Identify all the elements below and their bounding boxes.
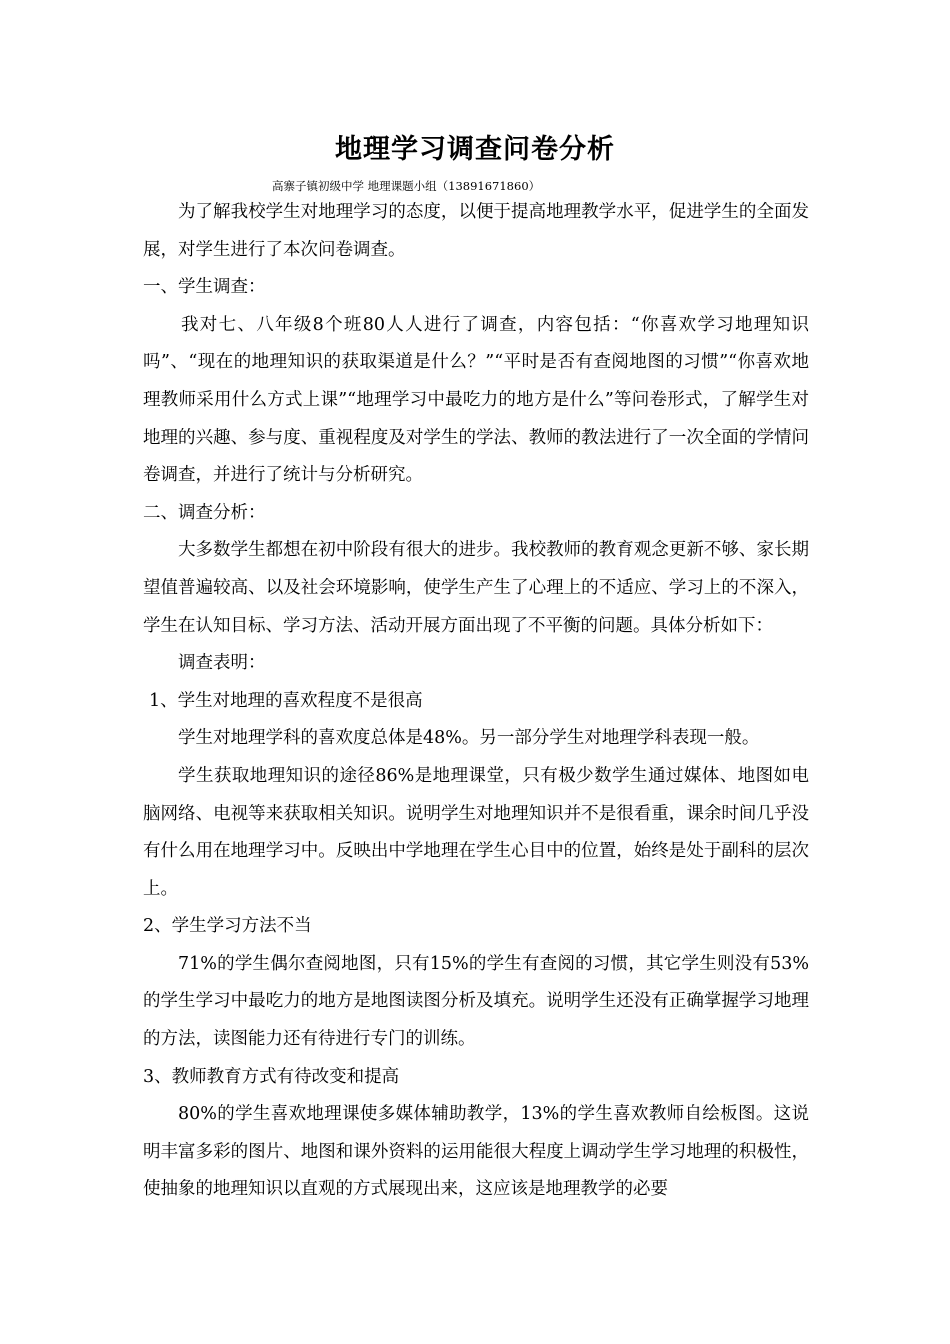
analysis-paragraph: 大多数学生都想在初中阶段有很大的进步。我校教师的教育观念更新不够、家长期望值普遍较高、以及社会环境影响，使学生产生了心理上的不适应、学习上的不深入，学生在认知目标、学习方法、活动开展方面出现了不平衡的问题。具体分析如下：: [143, 540, 809, 636]
survey-description-paragraph: 我对七、八年级8个班80人人进行了调查，内容包括：“你喜欢学习地理知识吗”、“现在的地理知识的获取渠道是什么？”“平时是否有查阅地图的习惯”“你喜欢地理教师采用什么方式上课”“地理学习中最吃力的地方是什么”等问卷形式，了解学生对地理的兴趣、参与度、重视程度及对学生的学法、教师的教法进行了一次全面的学情问卷调查，并进行了统计与分析研究。: [143, 314, 809, 486]
point-1-paragraph-a: 学生对地理学科的喜欢度总体是48%。另一部分学生对地理学科表现一般。: [178, 728, 760, 749]
point-3-heading: 3、教师教育方式有待改变和提高: [143, 1066, 400, 1087]
document-subtitle: 高寨子镇初级中学 地理课题小组（13891671860）: [272, 179, 541, 193]
intro-paragraph: 为了解我校学生对地理学习的态度，以便于提高地理教学水平，促进学生的全面发展，对学生进行了本次问卷调查。: [143, 202, 809, 260]
point-3-paragraph: 80%的学生喜欢地理课使多媒体辅助教学，13%的学生喜欢教师自绘板图。这说明丰富多彩的图片、地图和课外资料的运用能很大程度上调动学生学习地理的积极性，使抽象的地理知识以直观的方式展现出来，这应该是地理教学的必要: [143, 1104, 809, 1200]
document-title: 地理学习调查问卷分析: [335, 134, 615, 165]
document-body: [143, 194, 809, 1209]
survey-shows-label: 调查表明：: [178, 653, 266, 674]
section-heading-student-survey: 一、学生调查：: [143, 277, 266, 298]
point-1-paragraph-b: 学生获取地理知识的途径86%是地理课堂，只有极少数学生通过媒体、地图如电脑网络、电视等来获取相关知识。说明学生对地理知识并不是很看重，课余时间几乎没有什么用在地理学习中。反映出中学地理在学生心目中的位置，始终是处于副科的层次上。: [143, 765, 809, 899]
section-heading-survey-analysis: 二、调查分析：: [143, 502, 266, 523]
point-2-paragraph: 71%的学生偶尔查阅地图，只有15%的学生有查阅的习惯，其它学生则没有53%的学生学习中最吃力的地方是地图读图分析及填充。说明学生还没有正确掌握学习地理的方法，读图能力还有待进行专门的训练。: [143, 953, 809, 1050]
point-2-heading: 2、学生学习方法不当: [143, 916, 312, 937]
point-1-heading: 1、学生对地理的喜欢程度不是很高: [149, 690, 423, 711]
